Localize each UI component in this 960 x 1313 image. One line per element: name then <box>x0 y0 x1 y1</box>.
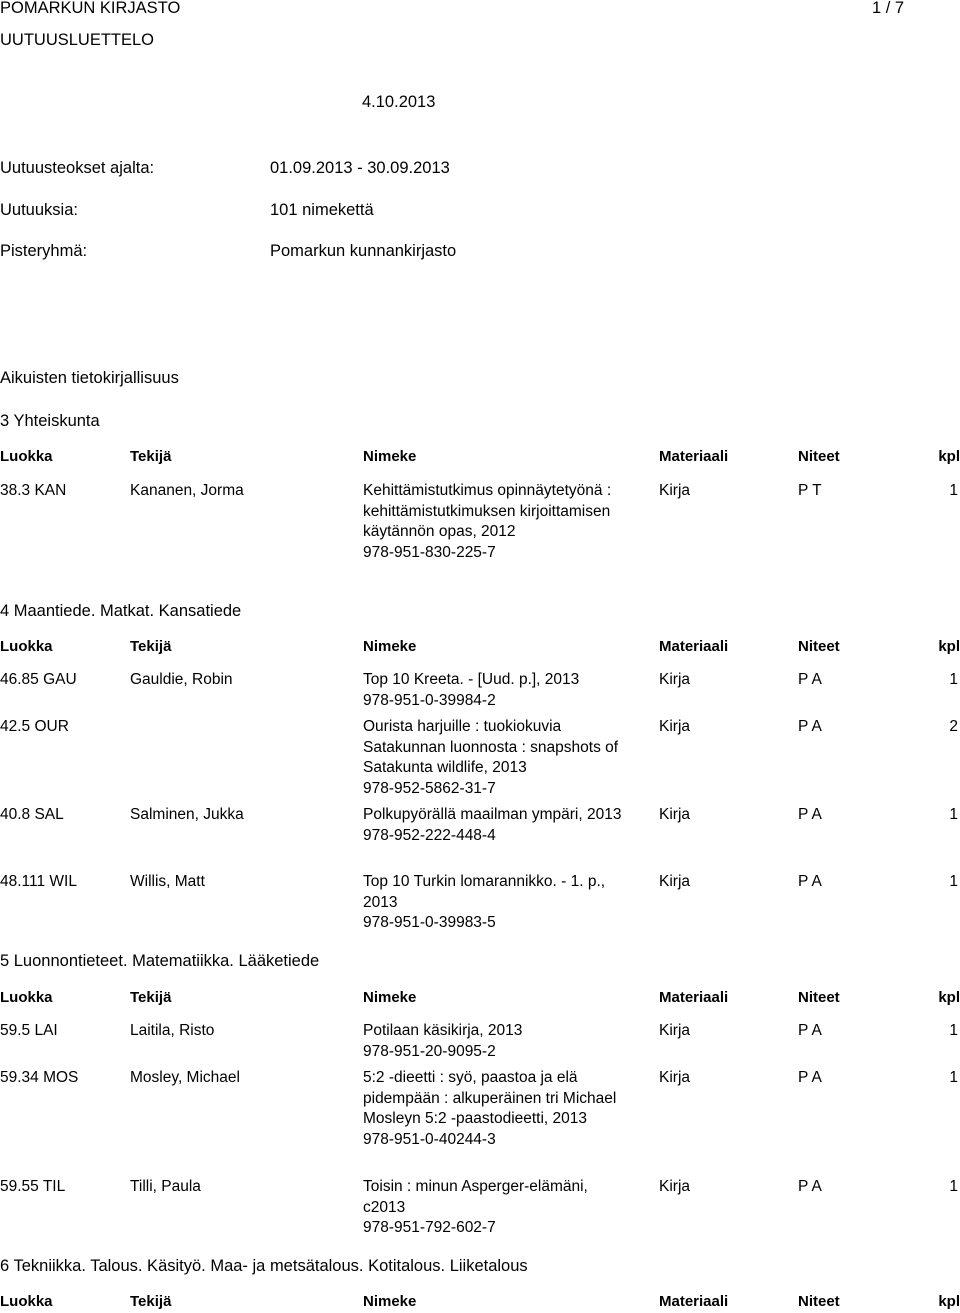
copies-location-cell: P A <box>798 806 822 823</box>
copies-location-cell: P A <box>798 718 822 735</box>
isbn: 978-951-20-9095-2 <box>363 1042 496 1060</box>
column-header-materiaali: Materiaali <box>659 448 729 465</box>
column-header-materiaali: Materiaali <box>659 989 729 1006</box>
author-cell: Tilli, Paula <box>130 1178 201 1195</box>
title-text: Potilaan käsikirja, 2013 <box>363 1022 523 1039</box>
group-label: Pisteryhmä: <box>0 242 88 260</box>
isbn: 978-952-222-448-4 <box>363 826 496 844</box>
section-title: 3 Yhteiskunta <box>0 412 100 430</box>
page-number: 1 / 7 <box>872 0 905 17</box>
count-cell: 1 <box>949 1022 958 1039</box>
material-cell: Kirja <box>659 1069 691 1086</box>
classification-cell: 59.55 TIL <box>0 1178 66 1195</box>
material-cell: Kirja <box>659 873 691 890</box>
title-cell <box>363 1021 623 1062</box>
title-text: 5:2 -dieetti : syö, paastoa ja elä pidempään : alkuperäinen tri Michael Mosleyn 5:2 -paastodieetti, 2013 <box>363 1069 617 1127</box>
copies-location-cell: P A <box>798 1178 822 1195</box>
classification-cell: 40.8 SAL <box>0 806 64 823</box>
classification-cell: 42.5 OUR <box>0 718 69 735</box>
report-date: 4.10.2013 <box>362 93 436 111</box>
title-text: Toisin : minun Asperger-elämäni, c2013 <box>363 1178 588 1216</box>
copies-location-cell: P A <box>798 1069 822 1086</box>
column-header-materiaali: Materiaali <box>659 1293 729 1310</box>
isbn: 978-951-0-40244-3 <box>363 1130 496 1148</box>
author-cell: Gauldie, Robin <box>130 671 233 688</box>
period-label: Uutuusteokset ajalta: <box>0 159 155 177</box>
column-header-kpl: kpl <box>938 1293 960 1310</box>
category-heading: Aikuisten tietokirjallisuus <box>0 369 179 387</box>
classification-cell: 59.5 LAI <box>0 1022 58 1039</box>
title-cell <box>363 1177 623 1239</box>
copies-location-cell: P T <box>798 482 822 499</box>
column-header-niteet: Niteet <box>798 989 840 1006</box>
count-cell: 1 <box>949 671 958 688</box>
library-name: POMARKUN KIRJASTO <box>0 0 181 17</box>
table-header <box>0 1291 960 1313</box>
title-text: Kehittämistutkimus opinnäytetyönä : kehittämistutkimuksen kirjoittamisen käytännön opas, 2012 <box>363 482 612 540</box>
section-title: 4 Maantiede. Matkat. Kansatiede <box>0 602 242 620</box>
count-cell: 1 <box>949 482 958 499</box>
period-value: 01.09.2013 - 30.09.2013 <box>270 159 450 177</box>
column-header-niteet: Niteet <box>798 448 840 465</box>
title-cell <box>363 872 623 934</box>
isbn: 978-951-0-39984-2 <box>363 691 496 709</box>
title-cell <box>363 805 623 846</box>
count-label: Uutuuksia: <box>0 201 78 219</box>
column-header-luokka: Luokka <box>0 989 53 1006</box>
count-cell: 1 <box>949 1069 958 1086</box>
classification-cell: 59.34 MOS <box>0 1069 79 1086</box>
isbn: 978-951-792-602-7 <box>363 1219 496 1236</box>
count-cell: 1 <box>949 1178 958 1195</box>
isbn: 978-951-0-39983-5 <box>363 914 496 931</box>
column-header-materiaali: Materiaali <box>659 638 729 655</box>
section-title: 5 Luonnontieteet. Matematiikka. Lääketiede <box>0 952 320 970</box>
count-cell: 1 <box>949 873 958 890</box>
table-header <box>0 636 960 658</box>
column-header-nimeke: Nimeke <box>363 448 417 465</box>
classification-cell: 38.3 KAN <box>0 482 67 499</box>
material-cell: Kirja <box>659 1022 691 1039</box>
column-header-tekija: Tekijä <box>130 448 172 465</box>
title-text: Ourista harjuille : tuokiokuvia Satakunnan luonnosta : snapshots of Satakunta wildlife, 2013 <box>363 718 619 776</box>
material-cell: Kirja <box>659 1178 691 1195</box>
count-cell: 1 <box>949 806 958 823</box>
count-value: 101 nimekettä <box>270 201 374 219</box>
title-text: Top 10 Turkin lomarannikko. - 1. p., 2013 <box>363 873 606 911</box>
section-title: 6 Tekniikka. Talous. Käsityö. Maa- ja metsätalous. Kotitalous. Liiketalous <box>0 1257 528 1275</box>
column-header-nimeke: Nimeke <box>363 989 417 1006</box>
count-cell: 2 <box>949 718 958 735</box>
title-cell <box>363 481 623 563</box>
author-cell: Laitila, Risto <box>130 1022 215 1039</box>
table-header <box>0 987 960 1009</box>
column-header-tekija: Tekijä <box>130 989 172 1006</box>
author-cell: Salminen, Jukka <box>130 806 244 823</box>
classification-cell: 48.111 WIL <box>0 873 77 890</box>
copies-location-cell: P A <box>798 873 822 890</box>
column-header-nimeke: Nimeke <box>363 1293 417 1310</box>
list-title: UUTUUSLUETTELO <box>0 31 155 49</box>
material-cell: Kirja <box>659 671 691 688</box>
author-cell: Kananen, Jorma <box>130 482 244 499</box>
author-cell: Mosley, Michael <box>130 1069 240 1086</box>
title-cell <box>363 1068 623 1150</box>
column-header-tekija: Tekijä <box>130 638 172 655</box>
copies-location-cell: P A <box>798 1022 822 1039</box>
material-cell: Kirja <box>659 806 691 823</box>
column-header-luokka: Luokka <box>0 1293 53 1310</box>
column-header-kpl: kpl <box>938 448 960 465</box>
isbn: 978-951-830-225-7 <box>363 543 496 561</box>
column-header-niteet: Niteet <box>798 1293 840 1310</box>
title-cell <box>363 670 623 711</box>
title-text: Top 10 Kreeta. - [Uud. p.], 2013 <box>363 671 580 688</box>
group-value: Pomarkun kunnankirjasto <box>270 242 457 260</box>
column-header-luokka: Luokka <box>0 638 53 655</box>
isbn: 978-952-5862-31-7 <box>363 779 496 797</box>
title-text: Polkupyörällä maailman ympäri, 2013 <box>363 806 622 823</box>
column-header-kpl: kpl <box>938 989 960 1006</box>
column-header-niteet: Niteet <box>798 638 840 655</box>
material-cell: Kirja <box>659 718 691 735</box>
title-cell <box>363 717 623 799</box>
material-cell: Kirja <box>659 482 691 499</box>
author-cell: Willis, Matt <box>130 873 205 890</box>
column-header-luokka: Luokka <box>0 448 53 465</box>
column-header-tekija: Tekijä <box>130 1293 172 1310</box>
table-header <box>0 446 960 468</box>
column-header-nimeke: Nimeke <box>363 638 417 655</box>
column-header-kpl: kpl <box>938 638 960 655</box>
copies-location-cell: P A <box>798 671 822 688</box>
classification-cell: 46.85 GAU <box>0 671 77 688</box>
